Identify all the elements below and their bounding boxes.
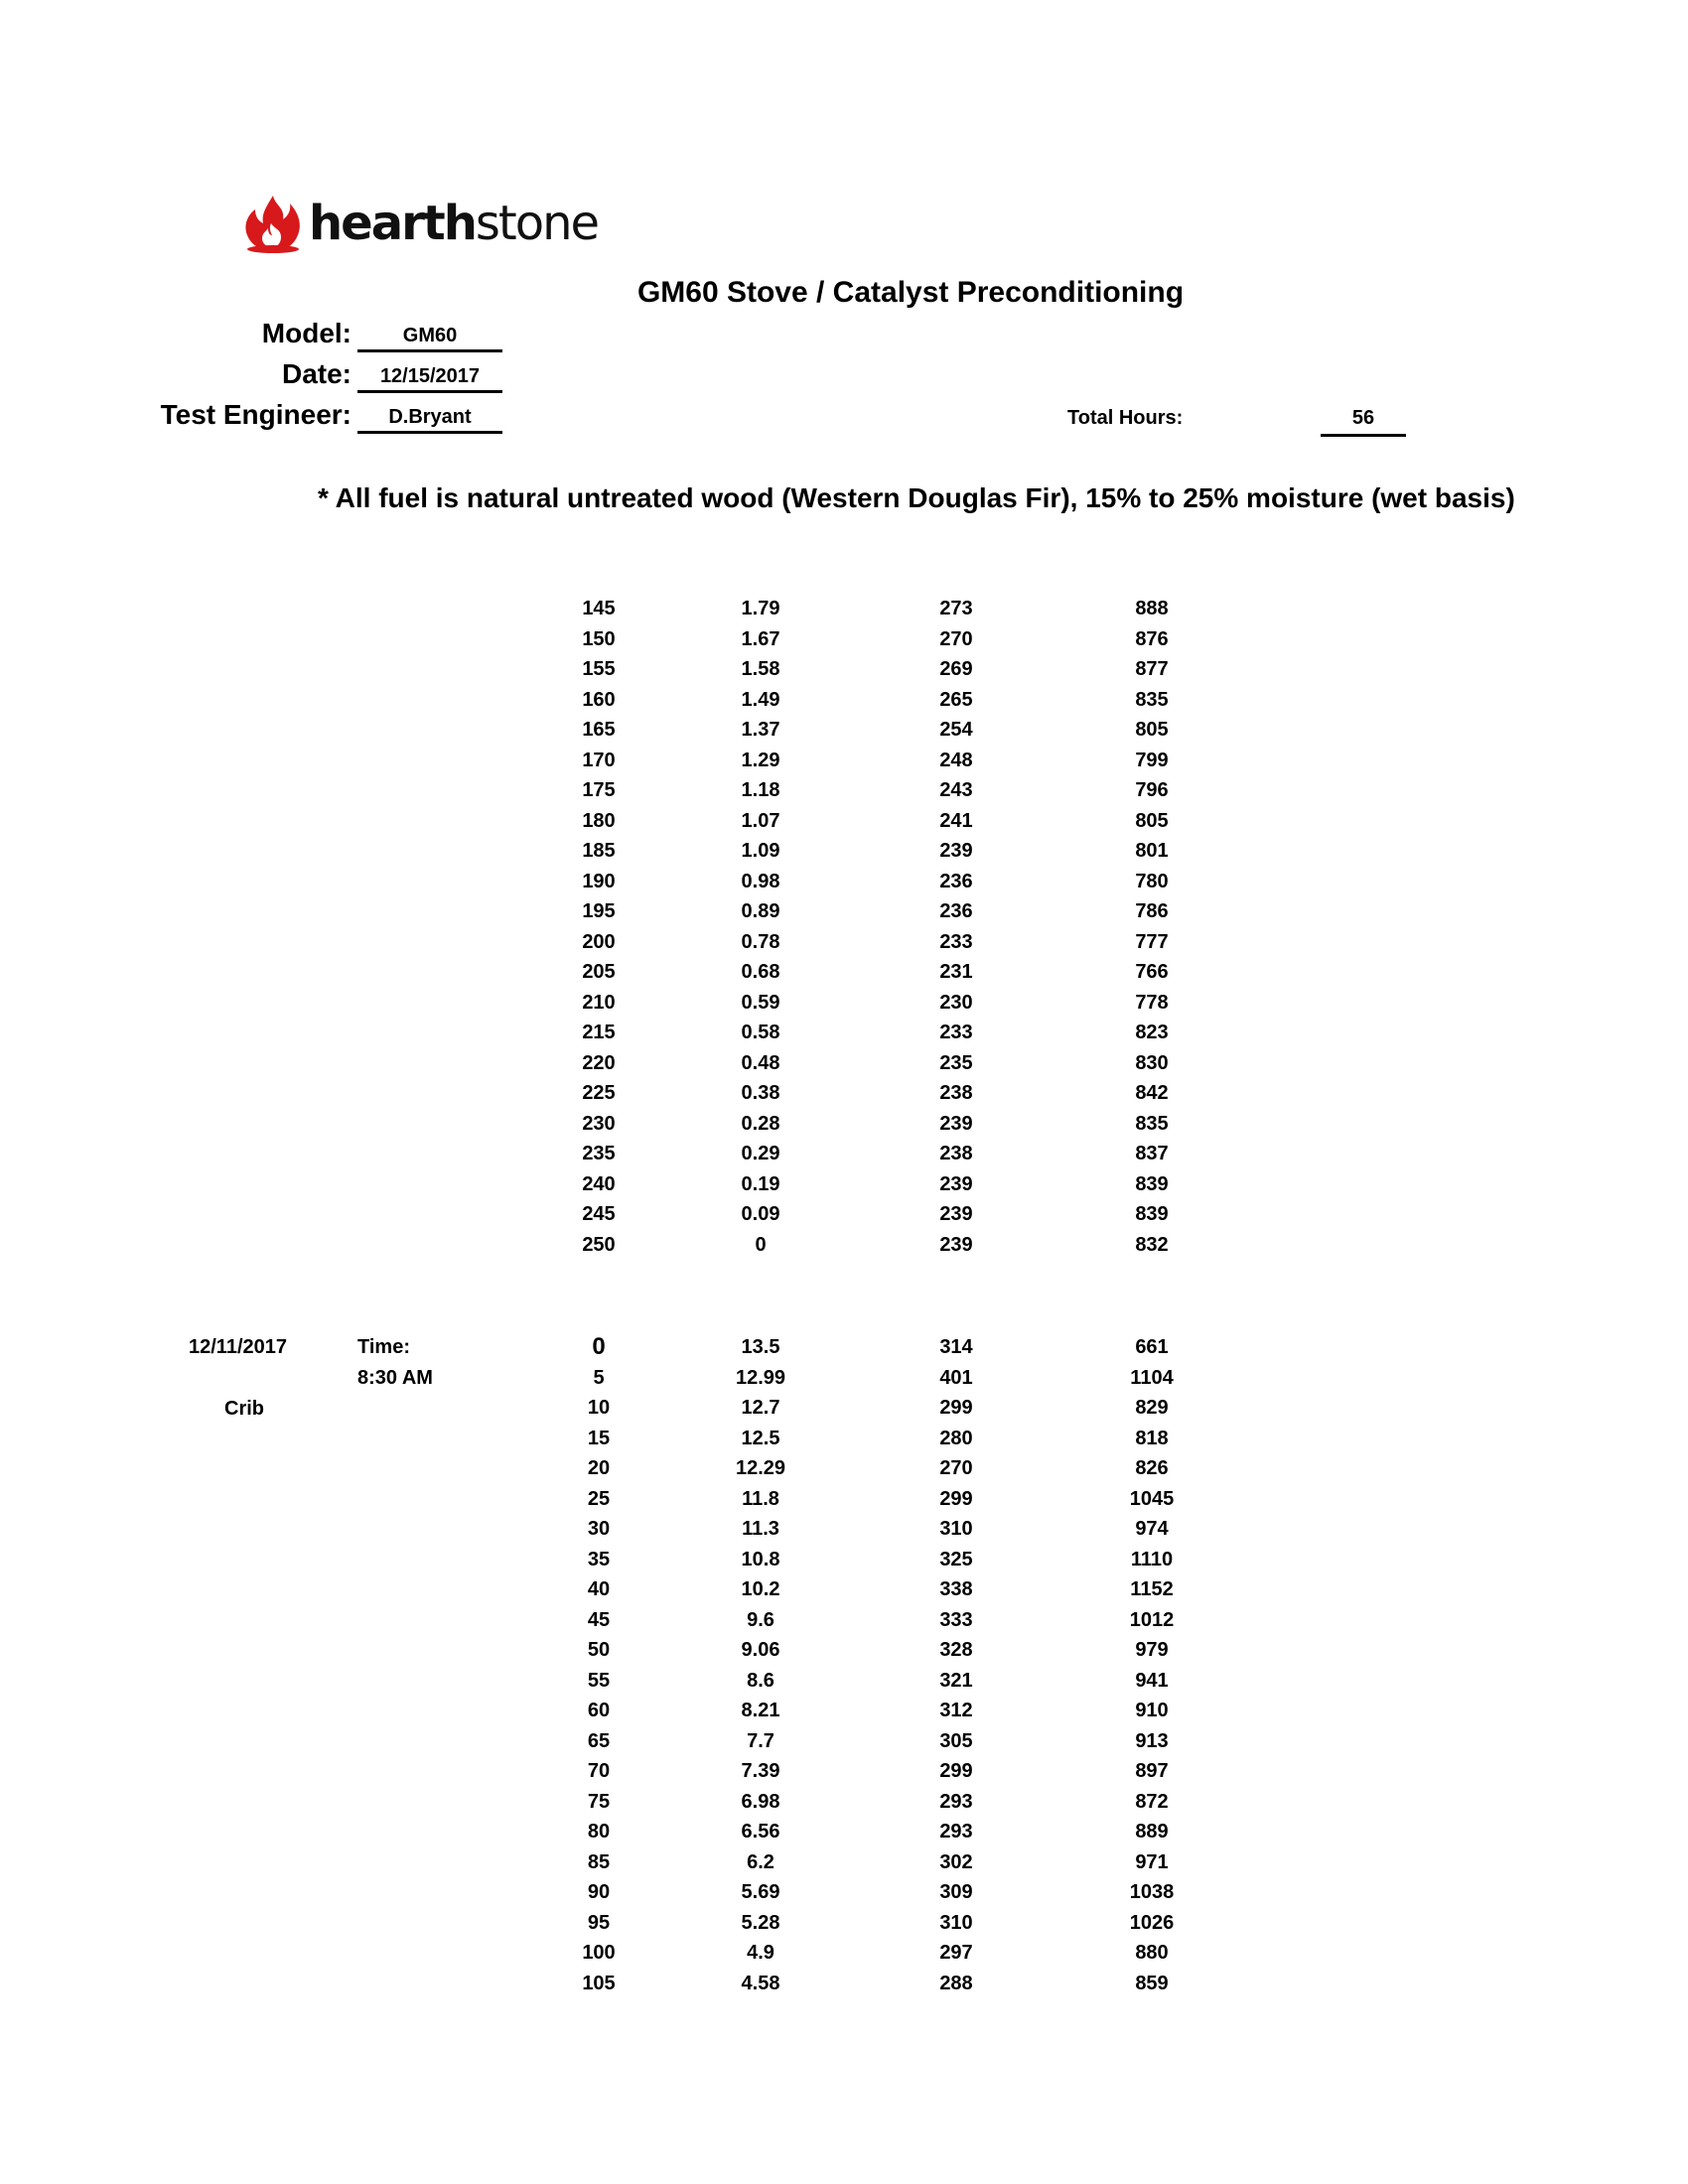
table-cell: 835 — [1135, 1113, 1169, 1135]
table-row — [0, 750, 1688, 779]
table-row — [0, 658, 1688, 688]
total-hours-value: 56 — [1321, 407, 1406, 437]
table-row — [0, 1113, 1688, 1143]
table-cell: 1.49 — [741, 689, 780, 711]
table-row — [0, 1851, 1688, 1881]
table-cell: 971 — [1135, 1851, 1169, 1873]
table-cell: 210 — [582, 992, 616, 1014]
table-cell: 661 — [1135, 1336, 1169, 1358]
table-row — [0, 810, 1688, 840]
table-cell: 90 — [587, 1881, 611, 1903]
table-row — [0, 1397, 1688, 1427]
table-cell: 25 — [587, 1488, 611, 1510]
table-row — [0, 1912, 1688, 1942]
table-cell: 105 — [582, 1973, 616, 1994]
model-value: GM60 — [357, 325, 502, 352]
fuel-note: * All fuel is natural untreated wood (Western Douglas Fir), 15% to 25% moisture (wet basis) — [318, 482, 1515, 513]
table-cell: 10.2 — [741, 1578, 780, 1600]
table-row — [0, 931, 1688, 961]
table-cell: 826 — [1135, 1457, 1169, 1479]
table-row — [0, 992, 1688, 1022]
table-cell: 6.56 — [741, 1821, 780, 1843]
table-cell: 8.6 — [747, 1670, 774, 1692]
table-cell: 1110 — [1130, 1549, 1174, 1570]
table-row — [0, 1203, 1688, 1233]
table-cell: 880 — [1135, 1942, 1169, 1964]
table-cell: 240 — [582, 1173, 616, 1195]
table-cell: 9.06 — [741, 1639, 780, 1661]
table-cell: 225 — [582, 1082, 616, 1104]
table-cell: 180 — [582, 810, 616, 832]
date-label: Date: — [281, 358, 352, 389]
time-label: Time: — [357, 1336, 410, 1358]
table-cell: 401 — [939, 1367, 973, 1389]
table-cell: 839 — [1135, 1203, 1169, 1225]
table-cell: 250 — [582, 1234, 616, 1256]
table-cell: 801 — [1135, 840, 1169, 862]
table-cell: 5 — [593, 1367, 605, 1389]
table-cell: 239 — [939, 1234, 973, 1256]
table-row — [0, 1760, 1688, 1790]
table-row — [0, 779, 1688, 809]
table-cell: 835 — [1135, 689, 1169, 711]
table-cell: 280 — [939, 1428, 973, 1449]
table-row — [0, 689, 1688, 719]
table-cell: 60 — [587, 1700, 611, 1721]
table-cell: 1.67 — [741, 628, 780, 650]
table-cell: 11.8 — [742, 1488, 779, 1510]
table-cell: 9.6 — [747, 1609, 774, 1631]
table-row — [0, 1609, 1688, 1639]
table-cell: 160 — [582, 689, 616, 711]
table-cell: 235 — [582, 1143, 616, 1164]
table-cell: 1045 — [1129, 1488, 1175, 1510]
table-row — [0, 1578, 1688, 1608]
table-cell: 786 — [1135, 900, 1169, 922]
table-row — [0, 598, 1688, 627]
table-cell: 0.38 — [741, 1082, 780, 1104]
table-cell: 799 — [1135, 750, 1169, 771]
table-cell: 1012 — [1129, 1609, 1175, 1631]
table-cell: 293 — [939, 1791, 973, 1813]
table-cell: 299 — [939, 1760, 973, 1782]
table-cell: 288 — [939, 1973, 973, 1994]
table-cell: 766 — [1135, 961, 1169, 983]
table-cell: 780 — [1135, 871, 1169, 892]
table-cell: 314 — [939, 1336, 973, 1358]
table-cell: 95 — [587, 1912, 611, 1934]
table-cell: 805 — [1135, 719, 1169, 741]
table-cell: 269 — [939, 658, 973, 680]
table-row — [0, 1942, 1688, 1972]
table-cell: 889 — [1135, 1821, 1169, 1843]
table-cell: 200 — [582, 931, 616, 953]
table-cell: 0.58 — [741, 1022, 780, 1043]
table-cell: 245 — [582, 1203, 616, 1225]
logo-text: hearthstone — [309, 196, 599, 251]
table-row — [0, 1022, 1688, 1051]
table-cell: 55 — [587, 1670, 611, 1692]
table-row — [0, 1082, 1688, 1112]
table-cell: 231 — [939, 961, 973, 983]
table-cell: 205 — [582, 961, 616, 983]
table-row — [0, 1234, 1688, 1264]
table-row — [0, 1549, 1688, 1578]
table-cell: 299 — [939, 1397, 973, 1419]
table-cell: 7.7 — [747, 1730, 774, 1752]
table-cell: 1.09 — [741, 840, 780, 862]
table-cell: 236 — [939, 900, 973, 922]
table-cell: 10 — [587, 1397, 611, 1419]
table-cell: 0.29 — [741, 1143, 780, 1164]
table-cell: 190 — [582, 871, 616, 892]
table-cell: 236 — [939, 871, 973, 892]
table-cell: 270 — [939, 1457, 973, 1479]
table-cell: 75 — [587, 1791, 611, 1813]
table-row — [0, 1700, 1688, 1729]
table-cell: 5.28 — [741, 1912, 780, 1934]
table-cell: 70 — [587, 1760, 611, 1782]
test-engineer-label: Test Engineer: — [160, 399, 352, 430]
table-cell: 1.29 — [741, 750, 780, 771]
table-cell: 50 — [587, 1639, 611, 1661]
table-cell: 7.39 — [741, 1760, 780, 1782]
table-row — [0, 1367, 1688, 1397]
load-type: Crib — [224, 1398, 264, 1420]
table-cell: 243 — [939, 779, 973, 801]
table-cell: 0.68 — [741, 961, 780, 983]
table-cell: 310 — [939, 1912, 973, 1934]
table-row — [0, 1730, 1688, 1760]
table-cell: 185 — [582, 840, 616, 862]
table-cell: 832 — [1135, 1234, 1169, 1256]
table-cell: 35 — [587, 1549, 611, 1570]
table-cell: 837 — [1135, 1143, 1169, 1164]
table-cell: 230 — [939, 992, 973, 1014]
table-cell: 12.7 — [741, 1397, 780, 1419]
table-cell: 0.09 — [741, 1203, 780, 1225]
table-row — [0, 1973, 1688, 2002]
table-cell: 830 — [1135, 1052, 1169, 1074]
table-cell: 913 — [1135, 1730, 1169, 1752]
table-cell: 0.78 — [741, 931, 780, 953]
table-row — [0, 1488, 1688, 1518]
table-cell: 897 — [1135, 1760, 1169, 1782]
table-row — [0, 1428, 1688, 1457]
table-row — [0, 1670, 1688, 1700]
table-cell: 239 — [939, 1203, 973, 1225]
table-cell: 293 — [939, 1821, 973, 1843]
table-cell: 10.8 — [741, 1549, 780, 1570]
table-row — [0, 628, 1688, 658]
table-cell: 30 — [587, 1518, 611, 1540]
model-label: Model: — [261, 318, 352, 348]
table-cell: 829 — [1135, 1397, 1169, 1419]
table-cell: 0.89 — [741, 900, 780, 922]
table-row — [0, 1791, 1688, 1821]
table-cell: 12.99 — [735, 1367, 786, 1389]
table-row — [0, 719, 1688, 749]
table-cell: 6.98 — [741, 1791, 780, 1813]
table-row — [0, 1518, 1688, 1548]
table-cell: 328 — [939, 1639, 973, 1661]
table-cell: 1.37 — [741, 719, 780, 741]
table-cell: 270 — [939, 628, 973, 650]
table-cell: 145 — [582, 598, 616, 619]
table-cell: 297 — [939, 1942, 973, 1964]
date-value: 12/15/2017 — [357, 365, 502, 393]
table-row — [0, 1457, 1688, 1487]
table-row — [0, 1333, 1688, 1366]
table-cell: 233 — [939, 931, 973, 953]
table-cell: 1104 — [1130, 1367, 1174, 1389]
table-cell: 13.5 — [741, 1336, 780, 1358]
table-cell: 40 — [587, 1578, 611, 1600]
table-cell: 1.58 — [741, 658, 780, 680]
table-cell: 823 — [1135, 1022, 1169, 1043]
table-cell: 11.3 — [742, 1518, 779, 1540]
table-cell: 0 — [755, 1234, 767, 1256]
table-cell: 273 — [939, 598, 973, 619]
table-cell: 910 — [1135, 1700, 1169, 1721]
table-cell: 778 — [1135, 992, 1169, 1014]
table-cell: 796 — [1135, 779, 1169, 801]
page-title: GM60 Stove / Catalyst Preconditioning — [636, 276, 1185, 309]
table-cell: 305 — [939, 1730, 973, 1752]
table-cell: 941 — [1135, 1670, 1169, 1692]
table-cell: 859 — [1135, 1973, 1169, 1994]
table-cell: 338 — [939, 1578, 973, 1600]
table-cell: 248 — [939, 750, 973, 771]
table-cell: 876 — [1135, 628, 1169, 650]
table-cell: 6.2 — [747, 1851, 774, 1873]
table-row — [0, 1881, 1688, 1911]
table-cell: 155 — [582, 658, 616, 680]
time-value: 8:30 AM — [357, 1367, 433, 1389]
table-cell: 333 — [939, 1609, 973, 1631]
table-cell: 1152 — [1130, 1578, 1174, 1600]
table-cell: 170 — [582, 750, 616, 771]
table-cell: 235 — [939, 1052, 973, 1074]
table-cell: 65 — [587, 1730, 611, 1752]
table-cell: 0.19 — [741, 1173, 780, 1195]
table-cell: 238 — [939, 1082, 973, 1104]
table-cell: 85 — [587, 1851, 611, 1873]
table-row — [0, 961, 1688, 991]
table-row — [0, 1173, 1688, 1203]
table-cell: 12.29 — [735, 1457, 786, 1479]
table-row — [0, 1052, 1688, 1082]
table-cell: 80 — [587, 1821, 611, 1843]
table-cell: 877 — [1135, 658, 1169, 680]
table-cell: 309 — [939, 1881, 973, 1903]
table-cell: 0.48 — [741, 1052, 780, 1074]
table-cell: 979 — [1135, 1639, 1169, 1661]
table-cell: 888 — [1135, 598, 1169, 619]
table-cell: 239 — [939, 1173, 973, 1195]
table-cell: 777 — [1135, 931, 1169, 953]
table-cell: 872 — [1135, 1791, 1169, 1813]
table-row — [0, 871, 1688, 900]
table-cell: 254 — [939, 719, 973, 741]
table-cell: 15 — [587, 1428, 611, 1449]
table-cell: 0.28 — [741, 1113, 780, 1135]
table-cell: 45 — [587, 1609, 611, 1631]
table-cell: 175 — [582, 779, 616, 801]
table-cell: 299 — [939, 1488, 973, 1510]
table-cell: 5.69 — [741, 1881, 780, 1903]
table-cell: 100 — [582, 1942, 616, 1964]
table-cell: 805 — [1135, 810, 1169, 832]
table-cell: 4.58 — [741, 1973, 780, 1994]
table-cell: 220 — [582, 1052, 616, 1074]
table-cell: 239 — [939, 1113, 973, 1135]
table-cell: 302 — [939, 1851, 973, 1873]
table-row — [0, 1143, 1688, 1172]
table-cell: 818 — [1135, 1428, 1169, 1449]
table-cell: 1.79 — [741, 598, 780, 619]
table-cell: 1.07 — [741, 810, 780, 832]
table-cell: 230 — [582, 1113, 616, 1135]
table-cell: 265 — [939, 689, 973, 711]
section-date: 12/11/2017 — [189, 1336, 287, 1358]
table-cell: 233 — [939, 1022, 973, 1043]
table-cell: 239 — [939, 840, 973, 862]
table-cell: 974 — [1135, 1518, 1169, 1540]
table-cell: 4.9 — [747, 1942, 774, 1964]
table-cell: 312 — [939, 1700, 973, 1721]
table-cell: 1026 — [1129, 1912, 1175, 1934]
table-cell: 0 — [592, 1333, 606, 1360]
table-cell: 0.98 — [741, 871, 780, 892]
table-cell: 842 — [1135, 1082, 1169, 1104]
hearthstone-logo — [241, 192, 598, 255]
total-hours-label: Total Hours: — [1067, 407, 1184, 429]
test-engineer-value: D.Bryant — [357, 406, 502, 434]
table-cell: 238 — [939, 1143, 973, 1164]
table-row — [0, 900, 1688, 930]
flame-icon — [241, 194, 305, 253]
table-cell: 8.21 — [741, 1700, 780, 1721]
table-cell: 321 — [939, 1670, 973, 1692]
table-cell: 215 — [582, 1022, 616, 1043]
table-cell: 1.18 — [741, 779, 780, 801]
table-cell: 165 — [582, 719, 616, 741]
table-row — [0, 840, 1688, 870]
table-cell: 20 — [587, 1457, 611, 1479]
table-cell: 0.59 — [741, 992, 780, 1014]
table-cell: 12.5 — [741, 1428, 780, 1449]
table-row — [0, 1821, 1688, 1850]
table-cell: 1038 — [1129, 1881, 1175, 1903]
table-cell: 150 — [582, 628, 616, 650]
table-cell: 195 — [582, 900, 616, 922]
table-cell: 310 — [939, 1518, 973, 1540]
table-cell: 325 — [939, 1549, 973, 1570]
table-row — [0, 1639, 1688, 1669]
table-cell: 241 — [939, 810, 973, 832]
table-cell: 839 — [1135, 1173, 1169, 1195]
